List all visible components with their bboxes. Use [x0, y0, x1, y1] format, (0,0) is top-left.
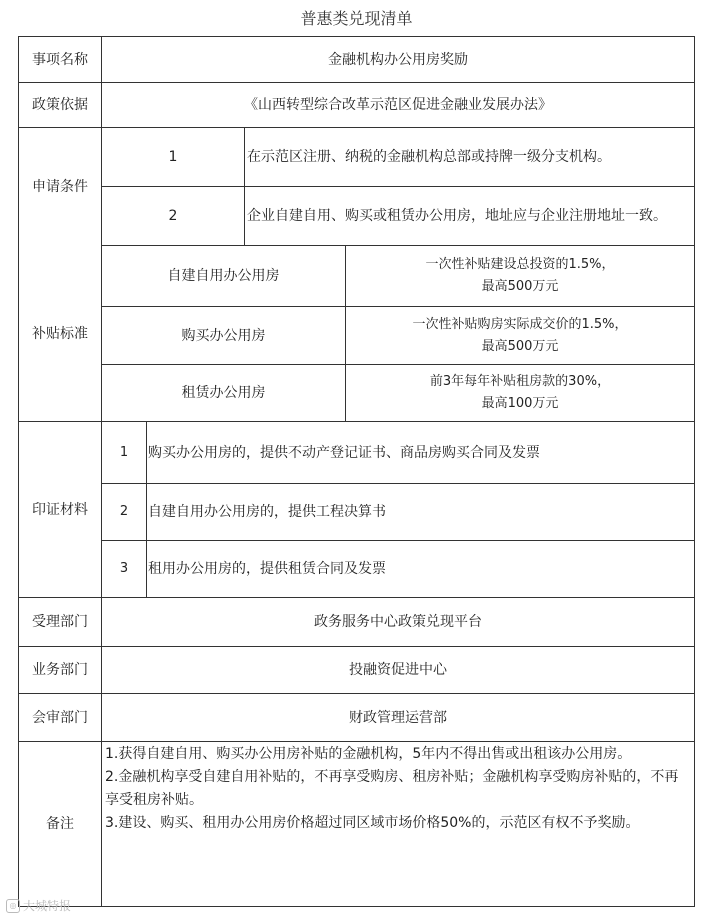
material-number: 3 — [119, 561, 129, 576]
conditions-label: 申请条件 — [32, 178, 88, 195]
accepting-dept-label: 受理部门 — [32, 614, 88, 630]
camera-icon: ◎ — [6, 899, 20, 913]
subsidy-amount-line1: 一次性补贴建设总投资的1.5%， — [425, 257, 615, 272]
remarks-content — [102, 741, 694, 906]
condition-text: 企业自建自用、购买或租赁办公用房，地址应与企业注册地址一致。 — [247, 208, 667, 224]
material-text: 租用办公用房的，提供租赁合同及发票 — [148, 561, 386, 577]
subsidy-type: 购买办公用房 — [181, 327, 266, 344]
subsidy-amount — [346, 365, 694, 421]
remark-item: 3.建设、购买、租用办公用房价格超过同区域市场价格50%的，示范区有权不予奖励。 — [105, 815, 640, 831]
condition-number: 2 — [168, 208, 178, 224]
material-number: 2 — [119, 504, 129, 519]
subsidy-type: 租赁办公用房 — [181, 385, 266, 401]
review-dept-label: 会审部门 — [32, 709, 88, 726]
remark-item: 2.金融机构享受自建自用补贴的，不再享受购房、租房补贴；金融机构享受购房补贴的，不再享受租房补贴。 — [105, 769, 679, 808]
subsidy-amount-line1: 前3年每年补贴租房款的30%， — [429, 374, 611, 389]
material-number: 1 — [119, 444, 129, 460]
item-name-value: 金融机构办公用房奖励 — [328, 51, 468, 68]
material-text: 购买办公用房的，提供不动产登记证书、商品房购买合同及发票 — [148, 444, 540, 461]
subsidy-type: 自建自用办公用房 — [167, 268, 280, 284]
accepting-dept-value: 政务服务中心政策兑现平台 — [314, 614, 482, 630]
subsidy-amount-line2: 最高100万元 — [481, 396, 559, 411]
condition-number: 1 — [168, 149, 178, 165]
watermark-text: 大城特报 — [23, 899, 72, 913]
subsidy-amount — [346, 307, 694, 364]
policy-basis-value: 《山西转型综合改革示范区促进金融业发展办法》 — [244, 97, 552, 113]
business-dept-value: 投融资促进中心 — [349, 662, 447, 678]
page-title: 普惠类兑现清单 — [300, 9, 413, 28]
business-dept-label: 业务部门 — [32, 662, 88, 678]
materials-label: 印证材料 — [32, 501, 88, 518]
condition-text: 在示范区注册、纳税的金融机构总部或持牌一级分支机构。 — [247, 149, 611, 165]
material-text: 自建自用办公用房的，提供工程决算书 — [148, 504, 386, 520]
subsidy-amount-line2: 最高500万元 — [481, 279, 559, 294]
subsidy-label: 补贴标准 — [32, 325, 88, 342]
subsidy-amount-line2: 最高500万元 — [481, 338, 559, 354]
subsidy-amount — [346, 246, 694, 306]
subsidy-amount-line1: 一次性补贴购房实际成交价的1.5%， — [412, 316, 628, 332]
remark-item: 1.获得自建自用、购买办公用房补贴的金融机构，5年内不得出售或出租该办公用房。 — [105, 746, 632, 762]
remarks-label: 备注 — [46, 816, 74, 832]
item-name-label: 事项名称 — [32, 51, 88, 68]
watermark — [6, 896, 71, 916]
policy-basis-label: 政策依据 — [32, 97, 88, 113]
review-dept-value: 财政管理运营部 — [349, 709, 447, 726]
